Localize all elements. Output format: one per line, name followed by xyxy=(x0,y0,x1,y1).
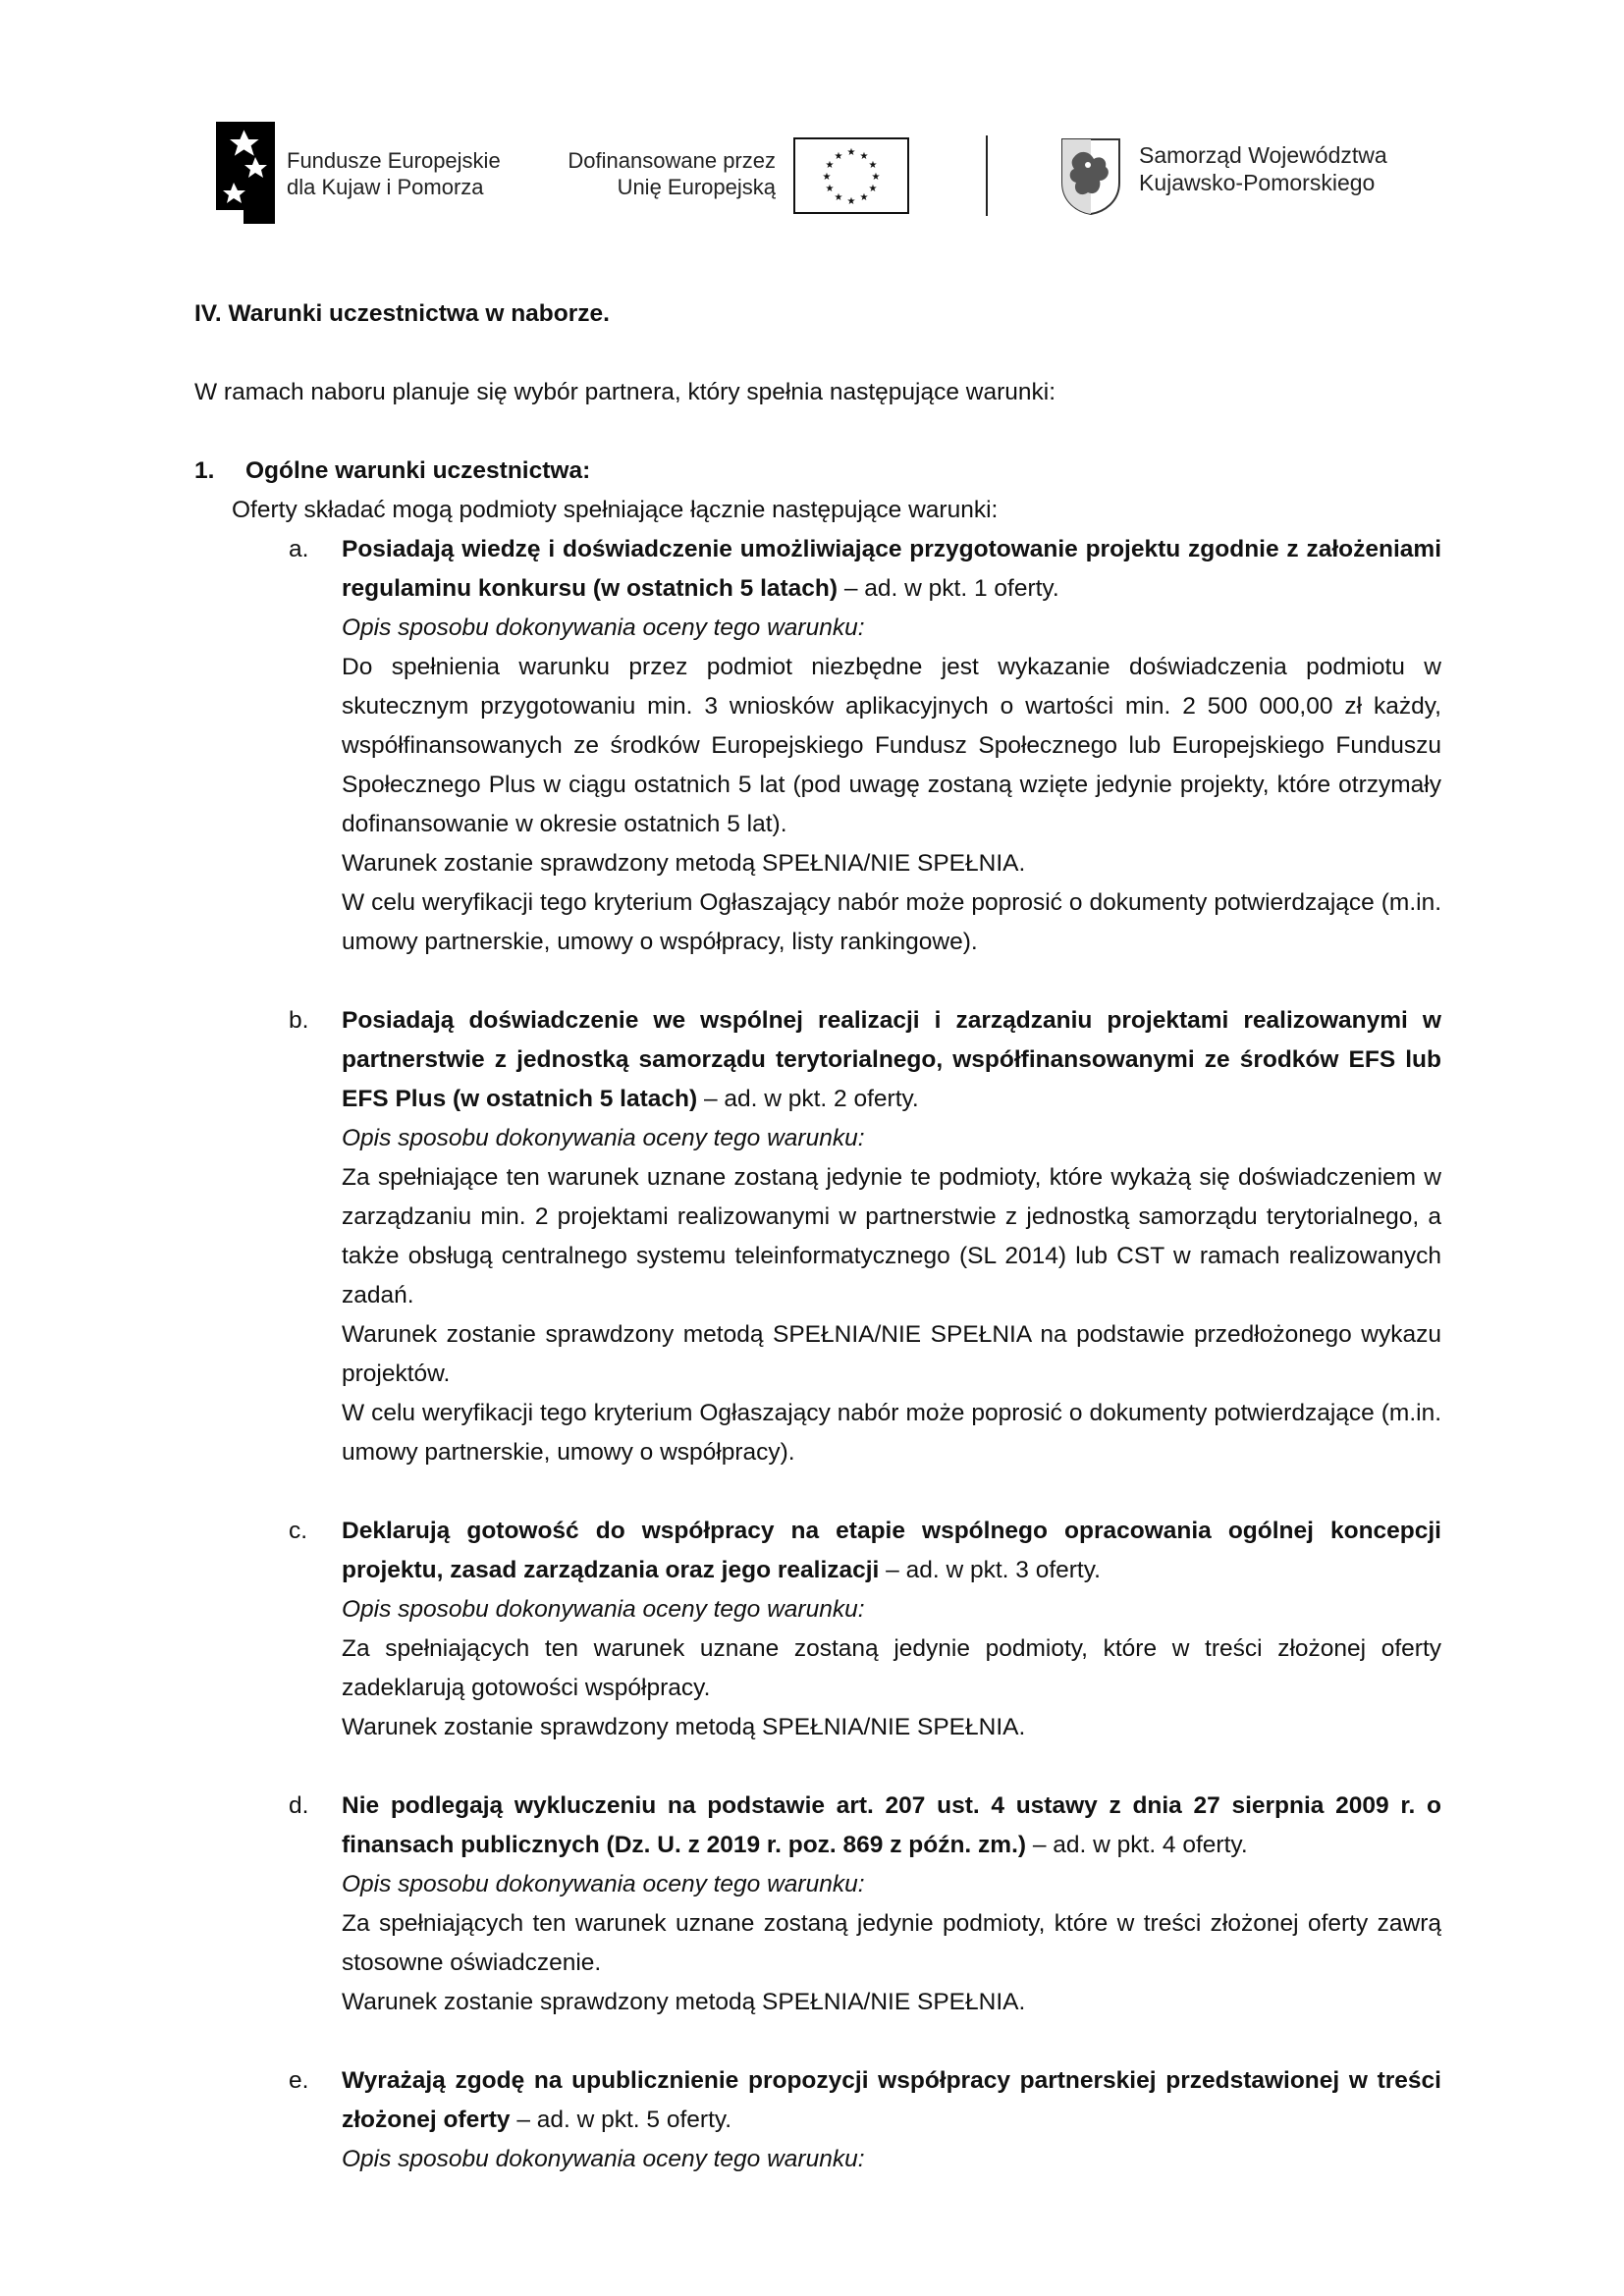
fundusze-europejskie-logo-icon xyxy=(216,122,275,224)
condition-letter: b. xyxy=(289,1007,309,1034)
method-label: Opis sposobu dokonywania oceny tego warunku: xyxy=(342,2146,865,2172)
condition-paragraph: W celu weryfikacji tego kryterium Ogłaszający nabór może poprosić o dokumenty potwierdzające (m.in. umowy partnerskie, umowy o współpracy, listy rankingowe). xyxy=(342,889,1441,955)
section-title: IV. Warunki uczestnictwa w naborze. xyxy=(194,300,610,327)
svg-text:★: ★ xyxy=(834,192,843,203)
condition-ref: – ad. w pkt. 1 oferty. xyxy=(838,575,1059,602)
general-number: 1. xyxy=(194,457,215,484)
svg-text:★: ★ xyxy=(846,147,856,158)
condition-item xyxy=(289,1512,1441,1747)
condition-title-text: Posiadają wiedzę i doświadczenie umożliwiające przygotowanie projektu zgodnie z założeniami regulaminu konkursu (w ostatnich 5 latach) xyxy=(342,536,1441,602)
condition-item xyxy=(289,1001,1441,1472)
condition-letter: d. xyxy=(289,1792,309,1819)
condition-title xyxy=(342,2061,1441,2140)
svg-text:★: ★ xyxy=(822,172,832,183)
condition-title xyxy=(342,1787,1441,1865)
condition-title xyxy=(342,1001,1441,1119)
eu-line1: Dofinansowane przez xyxy=(568,148,776,173)
condition-paragraph: Do spełnienia warunku przez podmiot niezbędne jest wykazanie doświadczenia podmiotu w skutecznym przygotowaniu min. 3 wniosków aplikacyjnych o wartości min. 2 500 000,00 zł każdy, współfinansowanych ze środków Europejskiego Fundusz Społecznego lub Europejskiego Funduszu Społecznego Plus w ciągu ostatnich 5 lat (pod uwagę zostaną wzięte jedynie projekty, które otrzymały dofinansowanie w okresie ostatnich 5 lat). xyxy=(342,654,1441,837)
eu-cofinanced-text xyxy=(555,147,776,200)
region-line2: Kujawsko-Pomorskiego xyxy=(1139,170,1376,195)
condition-paragraph: W celu weryfikacji tego kryterium Ogłaszający nabór może poprosić o dokumenty potwierdzające (m.in. umowy partnerskie, umowy o współpracy). xyxy=(342,1400,1441,1466)
condition-letter: a. xyxy=(289,536,309,562)
condition-paragraph: Warunek zostanie sprawdzony metodą SPEŁNIA/NIE SPEŁNIA. xyxy=(342,1714,1026,1740)
condition-title-text: Wyrażają zgodę na upublicznienie propozycji współpracy partnerskiej przedstawionej w treści złożonej oferty xyxy=(342,2067,1441,2133)
condition-item xyxy=(289,2061,1441,2179)
fe-logo-line2: dla Kujaw i Pomorza xyxy=(287,175,484,199)
svg-text:★: ★ xyxy=(868,160,878,171)
condition-paragraph: Za spełniających ten warunek uznane zostaną jedynie podmioty, które w treści złożonej oferty zadeklarują gotowości współpracy. xyxy=(342,1635,1441,1701)
svg-text:★: ★ xyxy=(859,192,869,203)
region-coat-of-arms-icon xyxy=(1060,137,1121,216)
condition-title xyxy=(342,530,1441,609)
condition-item xyxy=(289,530,1441,962)
method-label: Opis sposobu dokonywania oceny tego warunku: xyxy=(342,1871,865,1897)
region-line1: Samorząd Województwa xyxy=(1139,142,1387,168)
condition-title xyxy=(342,1512,1441,1590)
condition-ref: – ad. w pkt. 3 oferty. xyxy=(879,1557,1101,1583)
general-conditions-heading xyxy=(194,452,1441,491)
svg-text:★: ★ xyxy=(859,151,869,162)
condition-paragraph: Za spełniające ten warunek uznane zostaną jedynie te podmioty, które wykażą się doświadczeniem w zarządzaniu min. 2 projektami realizowanymi w partnerstwie z jednostką samorządu terytorialnego, a także obsługą centralnego systemu teleinformatycznego (SL 2014) lub CST w ramach realizowanych zadań. xyxy=(342,1164,1441,1308)
condition-ref: – ad. w pkt. 2 oferty. xyxy=(697,1086,919,1112)
condition-ref: – ad. w pkt. 5 oferty. xyxy=(510,2107,732,2133)
fe-logo-line1: Fundusze Europejskie xyxy=(287,148,501,173)
header-divider xyxy=(986,135,988,216)
condition-paragraph: Warunek zostanie sprawdzony metodą SPEŁNIA/NIE SPEŁNIA na podstawie przedłożonego wykazu projektów. xyxy=(342,1321,1441,1387)
condition-ref: – ad. w pkt. 4 oferty. xyxy=(1026,1832,1248,1858)
document-body xyxy=(194,294,1441,2218)
condition-item xyxy=(289,1787,1441,2022)
method-label: Opis sposobu dokonywania oceny tego warunku: xyxy=(342,614,865,641)
eu-flag-icon xyxy=(793,137,909,214)
region-text xyxy=(1139,141,1387,196)
condition-letter: c. xyxy=(289,1518,308,1544)
condition-paragraph: Warunek zostanie sprawdzony metodą SPEŁNIA/NIE SPEŁNIA. xyxy=(342,1989,1026,2015)
intro-paragraph: W ramach naboru planuje się wybór partnera, który spełnia następujące warunki: xyxy=(194,379,1056,405)
svg-text:★: ★ xyxy=(846,196,856,207)
fundusze-europejskie-text xyxy=(287,147,501,200)
condition-title-text: Posiadają doświadczenie we wspólnej realizacji i zarządzaniu projektami realizowanymi w partnerstwie z jednostką samorządu terytorialnego, współfinansowanymi ze środków EFS lub EFS Plus (w ostatnich 5 latach) xyxy=(342,1007,1441,1112)
eu-line2: Unię Europejską xyxy=(617,175,776,199)
svg-text:★: ★ xyxy=(825,160,835,171)
svg-text:★: ★ xyxy=(871,172,881,183)
condition-paragraph: Warunek zostanie sprawdzony metodą SPEŁNIA/NIE SPEŁNIA. xyxy=(342,850,1026,877)
svg-text:★: ★ xyxy=(825,184,835,194)
svg-text:★: ★ xyxy=(834,151,843,162)
general-label: Ogólne warunki uczestnictwa: xyxy=(245,457,591,484)
condition-letter: e. xyxy=(289,2067,309,2094)
general-subtitle: Oferty składać mogą podmioty spełniające łącznie następujące warunki: xyxy=(232,497,999,523)
page-header xyxy=(0,118,1624,226)
condition-paragraph: Za spełniających ten warunek uznane zostaną jedynie podmioty, które w treści złożonej oferty zawrą stosowne oświadczenie. xyxy=(342,1910,1441,1976)
svg-text:★: ★ xyxy=(868,184,878,194)
condition-title-text: Deklarują gotowość do współpracy na etapie wspólnego opracowania ogólnej koncepcji projektu, zasad zarządzania oraz jego realizacji xyxy=(342,1518,1441,1583)
method-label: Opis sposobu dokonywania oceny tego warunku: xyxy=(342,1596,865,1623)
condition-title-text: Nie podlegają wykluczeniu na podstawie art. 207 ust. 4 ustawy z dnia 27 sierpnia 2009 r. o finansach publicznych (Dz. U. z 2019 r. poz. 869 z późn. zm.) xyxy=(342,1792,1441,1858)
method-label: Opis sposobu dokonywania oceny tego warunku: xyxy=(342,1125,865,1151)
